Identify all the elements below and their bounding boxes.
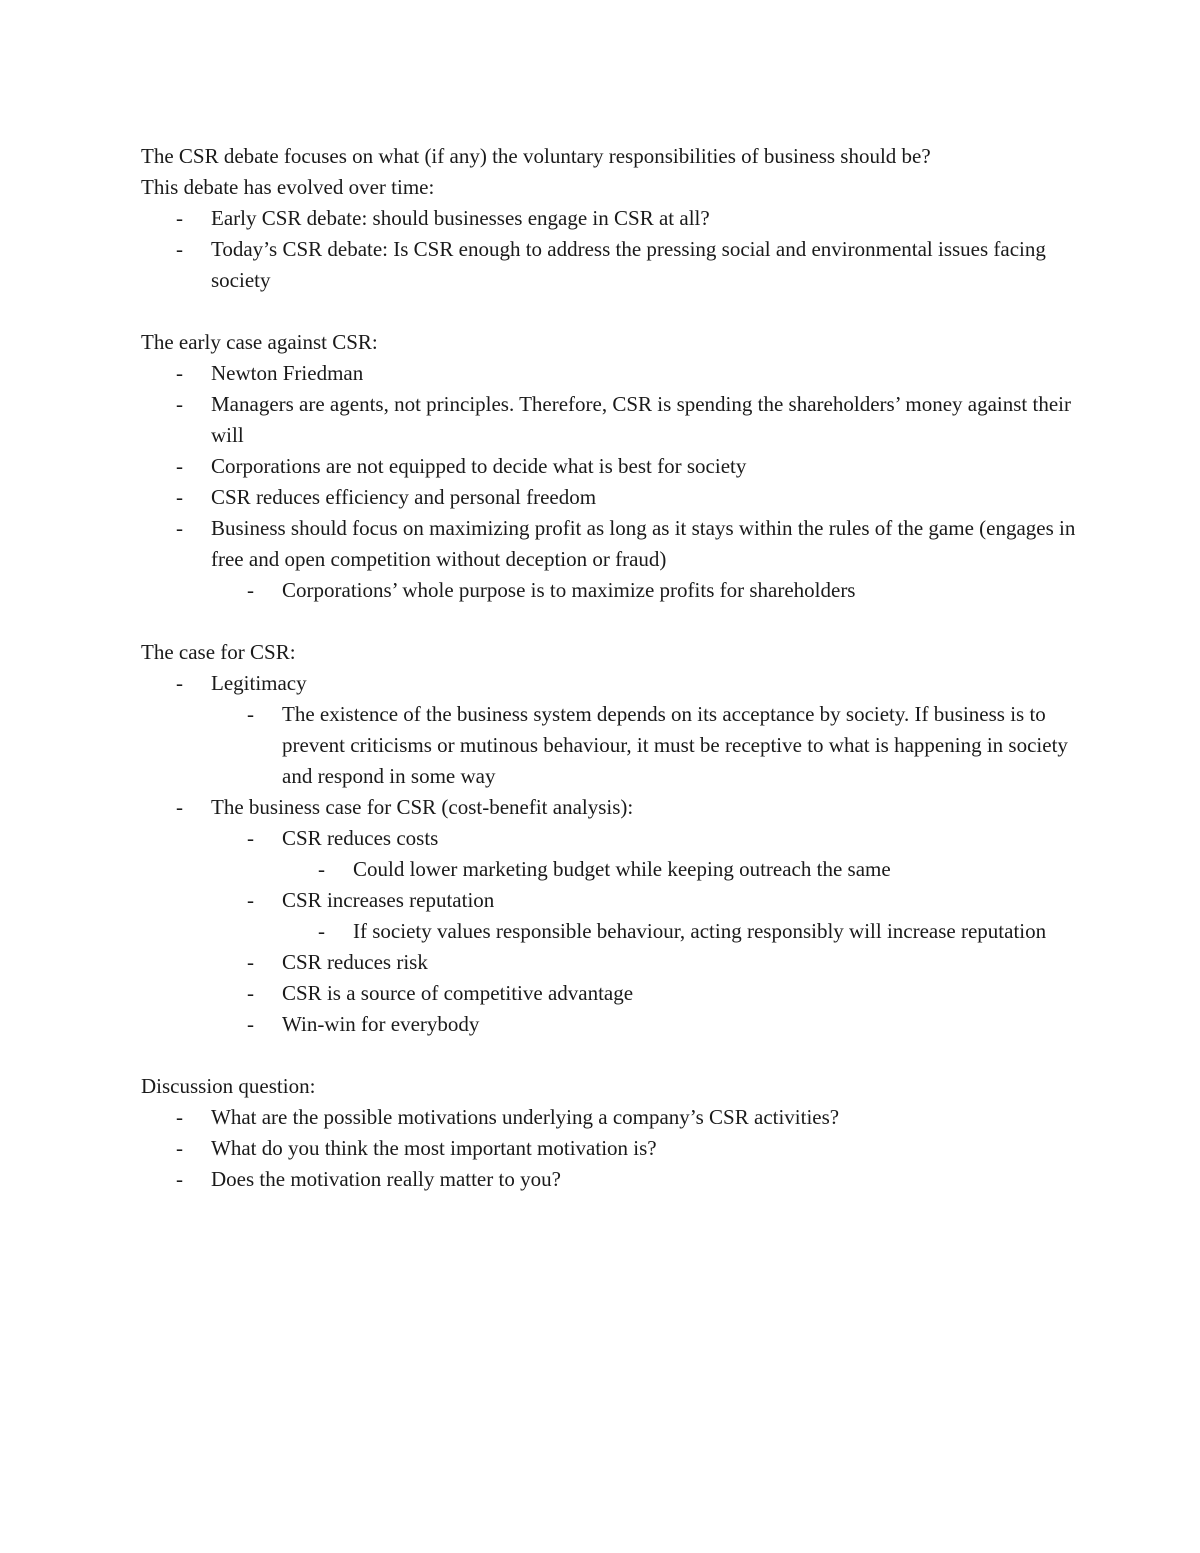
sub-bullet-list — [211, 823, 1081, 1040]
sub-sub-bullet-list — [282, 854, 1081, 885]
section-case-for-csr — [141, 637, 1081, 1040]
list-item: - CSR reduces risk — [282, 947, 1081, 978]
list-item: - CSR reduces efficiency and personal freedom — [211, 482, 1081, 513]
list-item: - What are the possible motivations underlying a company’s CSR activities? — [211, 1102, 1081, 1133]
bullet-list — [141, 1102, 1081, 1195]
section-heading: The early case against CSR: — [141, 330, 378, 354]
paragraph-line: The CSR debate focuses on what (if any) the voluntary responsibilities of business should be? — [141, 144, 931, 168]
list-item: - CSR reduces costs - Could lower marketing budget while keeping outreach the same — [282, 823, 1081, 885]
section-heading: The case for CSR: — [141, 640, 296, 664]
list-item: - Corporations’ whole purpose is to maximize profits for shareholders — [282, 575, 1081, 606]
list-item: - The business case for CSR (cost-benefit analysis): - CSR reduces costs - Could lower marketing budget while keeping outreach the same - CSR increases reputation - If society values responsible behaviour, acting responsibly will increase reputation - CSR reduces risk - CSR is a source of competitive advantage - Win-win for everybody — [211, 792, 1081, 1040]
list-item: - Business should focus on maximizing profit as long as it stays within the rules of the game (engages in free and open competition without deception or fraud) - Corporations’ whole purpose is to maximize profits for shareholders — [211, 513, 1081, 606]
sub-sub-bullet-list — [282, 916, 1081, 947]
section-case-against-csr — [141, 327, 1081, 606]
list-item: - Win-win for everybody — [282, 1009, 1081, 1040]
blank-line — [141, 1040, 1081, 1071]
blank-line — [141, 296, 1081, 327]
bullet-list — [141, 358, 1081, 606]
bullet-list — [141, 203, 1081, 296]
section-heading: Discussion question: — [141, 1074, 316, 1098]
list-item: - Managers are agents, not principles. Therefore, CSR is spending the shareholders’ money against their will — [211, 389, 1081, 451]
sub-bullet-list — [211, 699, 1081, 792]
sub-bullet-list — [211, 575, 1081, 606]
list-item: - CSR increases reputation - If society values responsible behaviour, acting responsibly will increase reputation — [282, 885, 1081, 947]
list-item: - Today’s CSR debate: Is CSR enough to address the pressing social and environmental issues facing society — [211, 234, 1081, 296]
list-item: - Could lower marketing budget while keeping outreach the same — [353, 854, 1081, 885]
list-item: - Does the motivation really matter to you? — [211, 1164, 1081, 1195]
list-item: - CSR is a source of competitive advantage — [282, 978, 1081, 1009]
blank-line — [141, 606, 1081, 637]
section-discussion-question — [141, 1071, 1081, 1195]
paragraph-line: This debate has evolved over time: — [141, 175, 435, 199]
bullet-list — [141, 668, 1081, 1040]
list-item: - Newton Friedman — [211, 358, 1081, 389]
section-csr-debate — [141, 141, 1081, 296]
list-item: - Legitimacy - The existence of the business system depends on its acceptance by society. If business is to prevent criticisms or mutinous behaviour, it must be receptive to what is happening in society and respond in some way — [211, 668, 1081, 792]
list-item: - Early CSR debate: should businesses engage in CSR at all? — [211, 203, 1081, 234]
document-page — [141, 141, 1081, 1195]
list-item: - If society values responsible behaviour, acting responsibly will increase reputation — [353, 916, 1081, 947]
list-item: - Corporations are not equipped to decide what is best for society — [211, 451, 1081, 482]
list-item: - What do you think the most important motivation is? — [211, 1133, 1081, 1164]
list-item: - The existence of the business system depends on its acceptance by society. If business is to prevent criticisms or mutinous behaviour, it must be receptive to what is happening in society and respond in some way — [282, 699, 1081, 792]
